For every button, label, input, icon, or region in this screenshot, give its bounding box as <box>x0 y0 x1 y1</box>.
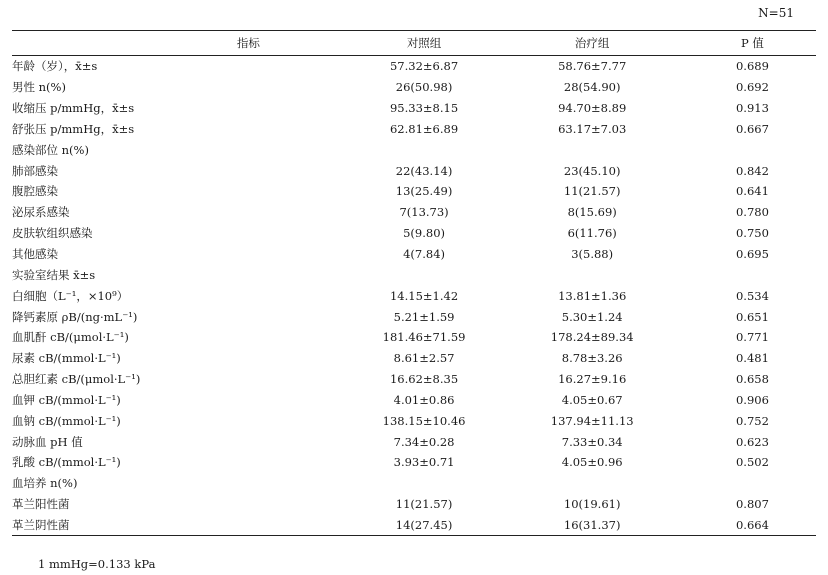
treatment-cell: 94.70±8.89 <box>558 101 627 116</box>
table-row <box>12 98 816 119</box>
p-value-cell: 0.689 <box>735 59 769 74</box>
col-header-p-value: P 值 <box>689 31 816 56</box>
control-cell: 16.62±8.35 <box>389 372 459 387</box>
table-row <box>12 410 816 431</box>
indicator-cell: 血肌酐 cB/(μmol·L⁻¹) <box>12 330 129 345</box>
treatment-cell: 137.94±11.13 <box>550 413 634 428</box>
p-value-cell: 0.664 <box>689 515 816 536</box>
control-cell: 5(9.80) <box>403 226 446 241</box>
p-value-cell <box>689 264 816 285</box>
table-row <box>12 348 816 369</box>
control-cell: 4.01±0.86 <box>393 392 455 407</box>
treatment-cell <box>495 473 688 494</box>
control-cell: 7.34±0.28 <box>393 434 455 449</box>
treatment-cell: 16.27±9.16 <box>558 372 627 387</box>
control-cell: 5.21±1.59 <box>393 309 455 324</box>
table-row <box>12 515 816 536</box>
p-value-cell: 0.534 <box>735 288 769 303</box>
table-row <box>12 494 816 515</box>
treatment-cell: 8.78±3.26 <box>561 351 623 366</box>
indicator-cell: 泌尿系感染 <box>12 205 70 220</box>
treatment-cell: 8(15.69) <box>567 205 617 220</box>
treatment-cell <box>495 264 688 285</box>
indicator-cell: 降钙素原 ρB/(ng·mL⁻¹) <box>12 309 138 324</box>
table-row <box>12 139 816 160</box>
treatment-cell: 5.30±1.24 <box>561 309 623 324</box>
indicator-cell: 年龄（岁），x̄±s <box>12 59 98 74</box>
table-row <box>12 473 816 494</box>
table-row <box>12 202 816 223</box>
control-cell: 13(25.49) <box>395 184 453 199</box>
sample-size-label: N=51 <box>758 6 794 20</box>
table-row <box>12 285 816 306</box>
table-row <box>12 181 816 202</box>
table-row <box>12 264 816 285</box>
indicator-cell: 动脉血 pH 值 <box>12 434 83 449</box>
p-value-cell: 0.658 <box>735 372 769 387</box>
indicator-cell: 腹腔感染 <box>12 184 58 199</box>
control-cell: 57.32±6.87 <box>389 59 459 74</box>
treatment-cell: 63.17±7.03 <box>558 121 627 136</box>
indicator-cell: 收缩压 p/mmHg，x̄±s <box>12 101 135 116</box>
indicator-cell: 肺部感染 <box>12 163 58 178</box>
table-row <box>12 244 816 265</box>
control-cell <box>353 264 496 285</box>
control-cell <box>353 473 496 494</box>
control-cell: 138.15±10.46 <box>382 413 466 428</box>
treatment-cell: 11(21.57) <box>563 184 621 199</box>
p-value-cell: 0.667 <box>735 121 769 136</box>
p-value-cell: 0.807 <box>735 497 769 512</box>
p-value-cell: 0.641 <box>735 184 769 199</box>
treatment-cell: 6(11.76) <box>567 226 617 241</box>
indicator-cell: 血培养 n(%) <box>12 476 78 491</box>
p-value-cell: 0.780 <box>735 205 769 220</box>
table-row <box>12 369 816 390</box>
col-header-indicator: 指标 <box>12 31 353 56</box>
table-row <box>12 119 816 140</box>
treatment-cell: 7.33±0.34 <box>561 434 623 449</box>
p-value-cell: 0.623 <box>735 434 769 449</box>
control-cell: 4(7.84) <box>403 247 446 262</box>
baseline-table <box>12 30 816 536</box>
indicator-cell: 其他感染 <box>12 247 58 262</box>
control-cell: 7(13.73) <box>399 205 449 220</box>
treatment-cell: 13.81±1.36 <box>558 288 627 303</box>
p-value-cell: 0.695 <box>735 247 769 262</box>
control-cell: 14(27.45) <box>353 515 496 536</box>
p-value-cell: 0.752 <box>735 413 769 428</box>
p-value-cell <box>689 473 816 494</box>
table-header-row <box>12 31 816 56</box>
control-cell: 14.15±1.42 <box>389 288 459 303</box>
indicator-cell: 血钾 cB/(mmol·L⁻¹) <box>12 392 121 407</box>
indicator-cell: 舒张压 p/mmHg，x̄±s <box>12 121 135 136</box>
p-value-cell: 0.750 <box>735 226 769 241</box>
treatment-cell: 3(5.88) <box>571 247 614 262</box>
table-row <box>12 56 816 77</box>
indicator-cell: 实验室结果 x̄±s <box>12 267 96 282</box>
p-value-cell: 0.906 <box>735 392 769 407</box>
treatment-cell: 4.05±0.96 <box>561 455 623 470</box>
control-cell: 181.46±71.59 <box>382 330 466 345</box>
p-value-cell: 0.651 <box>735 309 769 324</box>
table-row <box>12 327 816 348</box>
indicator-cell: 皮肤软组织感染 <box>12 226 93 241</box>
p-value-cell: 0.502 <box>735 455 769 470</box>
p-value-cell: 0.771 <box>735 330 769 345</box>
col-header-treatment: 治疗组 <box>495 31 688 56</box>
control-cell: 3.93±0.71 <box>393 455 455 470</box>
treatment-cell: 16(31.37) <box>495 515 688 536</box>
p-value-cell: 0.692 <box>735 80 769 95</box>
control-cell: 26(50.98) <box>395 80 453 95</box>
indicator-cell: 总胆红素 cB/(μmol·L⁻¹) <box>12 372 141 387</box>
indicator-cell: 尿素 cB/(mmol·L⁻¹) <box>12 351 121 366</box>
treatment-cell: 28(54.90) <box>563 80 621 95</box>
p-value-cell: 0.842 <box>735 163 769 178</box>
indicator-cell: 血钠 cB/(mmol·L⁻¹) <box>12 413 121 428</box>
treatment-cell: 4.05±0.67 <box>561 392 623 407</box>
indicator-cell: 革兰阴性菌 <box>12 515 353 536</box>
control-cell: 11(21.57) <box>395 497 453 512</box>
p-value-cell: 0.481 <box>735 351 769 366</box>
p-value-cell: 0.913 <box>735 101 769 116</box>
indicator-cell: 革兰阳性菌 <box>12 497 70 512</box>
col-header-control: 对照组 <box>353 31 496 56</box>
table-row <box>12 306 816 327</box>
treatment-cell: 23(45.10) <box>563 163 621 178</box>
table-row <box>12 452 816 473</box>
control-cell <box>353 139 496 160</box>
control-cell: 8.61±2.57 <box>393 351 455 366</box>
control-cell: 22(43.14) <box>395 163 453 178</box>
table-row <box>12 390 816 411</box>
table-row <box>12 431 816 452</box>
indicator-cell: 白细胞（L⁻¹，×10⁹） <box>12 288 129 303</box>
table-row <box>12 77 816 98</box>
treatment-cell: 10(19.61) <box>563 497 621 512</box>
table-row <box>12 160 816 181</box>
control-cell: 95.33±8.15 <box>389 101 459 116</box>
control-cell: 62.81±6.89 <box>389 121 459 136</box>
unit-footnote: 1 mmHg=0.133 kPa <box>38 557 156 571</box>
treatment-cell: 178.24±89.34 <box>550 330 634 345</box>
p-value-cell <box>689 139 816 160</box>
indicator-cell: 男性 n(%) <box>12 80 66 95</box>
indicator-cell: 乳酸 cB/(mmol·L⁻¹) <box>12 455 121 470</box>
treatment-cell <box>495 139 688 160</box>
indicator-cell: 感染部位 n(%) <box>12 142 89 157</box>
treatment-cell: 58.76±7.77 <box>558 59 627 74</box>
table-row <box>12 223 816 244</box>
